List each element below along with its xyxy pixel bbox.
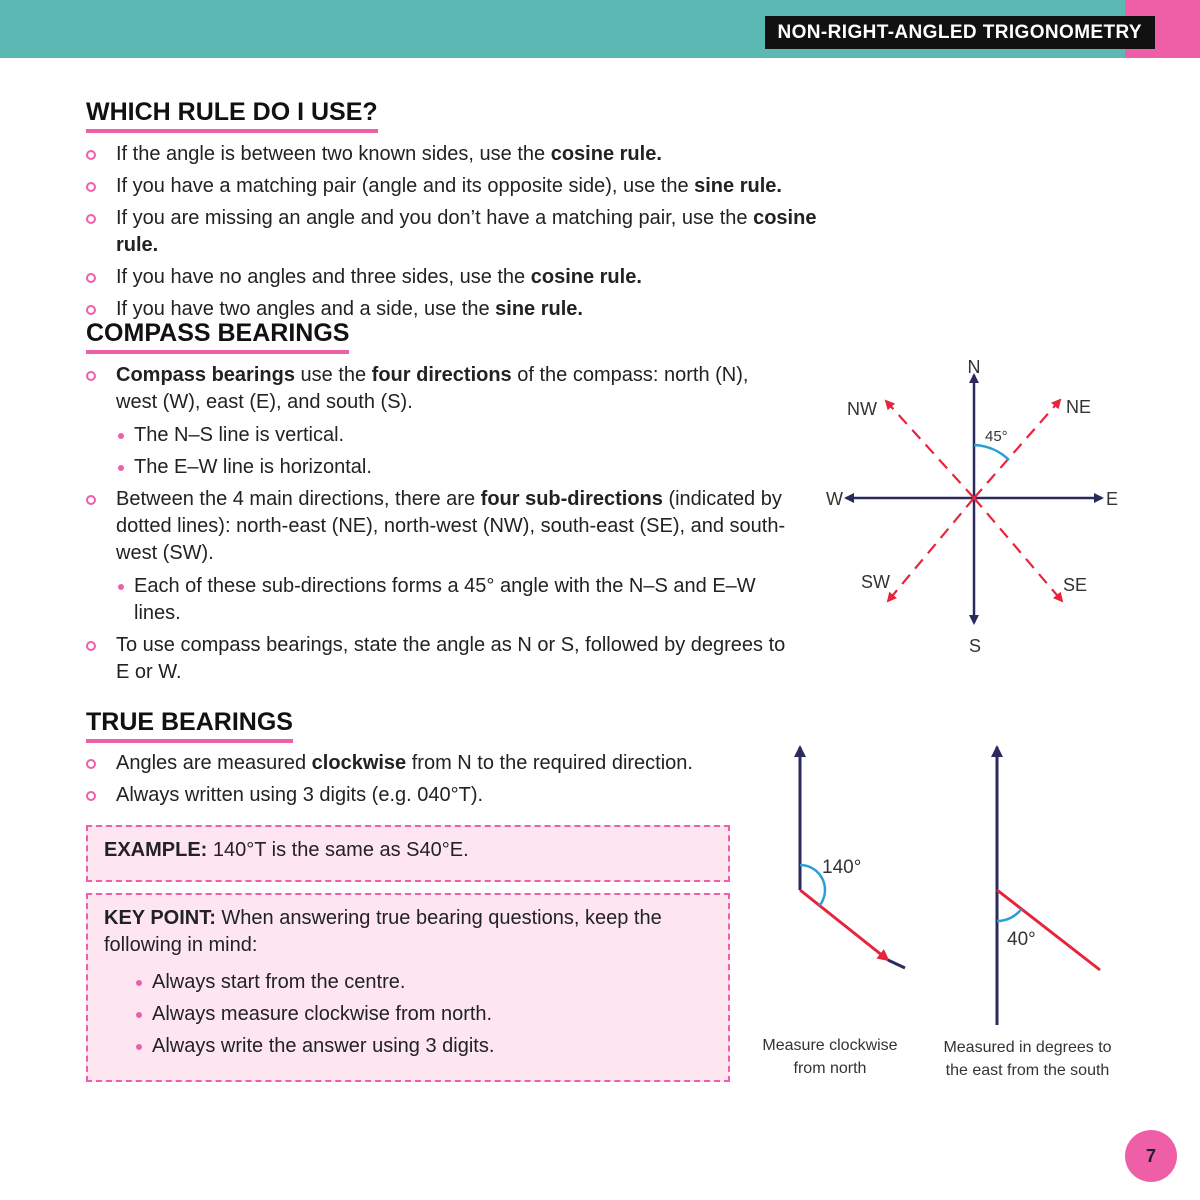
bearing-diagram-140 [760,735,930,985]
key-point-label: KEY POINT: [104,907,216,929]
key-point-list [134,969,712,1060]
which-rule-list [86,141,826,328]
example-box [86,825,730,882]
label-n: N [967,357,981,377]
list-item: Between the 4 main directions, there are four sub-directions (indicated by dotted lines): north-east (NE), north-west (NW), south-east (SE), and south-west (SW). Each of these sub-directions forms a 45° angle with the N–S and E–W lines. [86,486,786,627]
list-item: Always written using 3 digits (e.g. 040°T). [86,782,746,809]
list-item: If the angle is between two known sides, use the cosine rule. [86,141,826,168]
sub-list-item: The E–W line is horizontal. [116,454,786,481]
bearing-diagram-40 [960,735,1120,1030]
key-point-text: When answering true bearing questions, keep the following in mind: [104,907,662,956]
angle-label: 140° [822,857,862,878]
angle-label: 40° [1007,929,1036,950]
key-point-box [86,893,730,1082]
label-ne: NE [1066,397,1092,417]
label-sw: SW [861,572,890,592]
ne-line [974,400,1060,498]
key-point-item: Always measure clockwise from north. [134,1001,712,1028]
label-se: SE [1063,575,1088,595]
list-item: If you have a matching pair (angle and its opposite side), use the sine rule. [86,173,826,200]
bearing-line [800,890,888,960]
list-item: Angles are measured clockwise from N to the required direction. [86,750,746,777]
sub-list-item: The N–S line is vertical. [116,422,786,449]
label-nw: NW [847,399,877,419]
bearing-line-tail [888,960,905,968]
angle-arc [974,445,1009,460]
section-heading-true-bearings: TRUE BEARINGS [86,708,293,743]
sub-list [116,573,786,627]
list-item: Compass bearings use the four directions of the compass: north (N), west (W), east (E), and south (S). The N–S line is vertical. The E–W line is horizontal. [86,362,786,481]
page-number: 7 [1125,1130,1177,1182]
bearing-caption-right: Measured in degrees to the east from the south [943,1039,1112,1079]
nw-line [886,401,974,498]
angle-label: 45° [985,428,1008,445]
example-label: EXAMPLE: [104,839,208,861]
compass-diagram [800,345,1140,665]
key-point-item: Always start from the centre. [134,969,712,996]
example-text: 140°T is the same as S40°E. [207,839,469,861]
label-s: S [968,636,982,656]
chapter-title: NON-RIGHT-ANGLED TRIGONOMETRY [765,16,1156,49]
sub-list [116,422,786,481]
compass-list [86,362,786,691]
se-line [974,498,1062,601]
sw-line [888,498,974,601]
sub-list-item: Each of these sub-directions forms a 45° angle with the N–S and E–W lines. [116,573,786,627]
label-e: E [1106,489,1119,509]
list-item: If you have no angles and three sides, use the cosine rule. [86,264,826,291]
angle-arc [997,909,1022,921]
label-w: W [826,489,843,509]
bearing-caption-left: Measure clockwise from north [762,1037,898,1077]
section-heading-compass: COMPASS BEARINGS [86,319,349,354]
list-item: If you have two angles and a side, use the sine rule. [86,296,826,323]
list-item: If you are missing an angle and you don’t have a matching pair, use the cosine rule. [86,205,826,259]
section-heading-which-rule: WHICH RULE DO I USE? [86,98,378,133]
key-point-item: Always write the answer using 3 digits. [134,1033,712,1060]
true-bearings-list [86,750,746,814]
list-item: To use compass bearings, state the angle as N or S, followed by degrees to E or W. [86,632,786,686]
